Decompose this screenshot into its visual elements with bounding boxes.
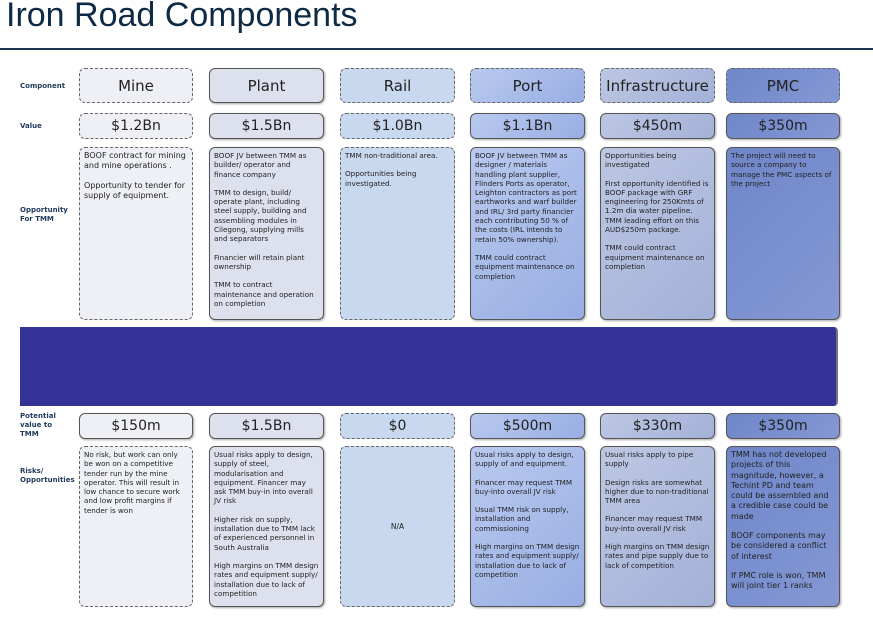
opportunity-text: TMM to contract maintenance and operation on completion (214, 280, 314, 308)
risk-text: Financer may request TMM buy-into overall JV risk (475, 477, 573, 496)
row-label-value: Value (20, 122, 42, 130)
risks-port (470, 446, 585, 607)
opportunity-mine (79, 147, 193, 320)
risk-text: Financer may request TMM buy-into overall JV risk (605, 514, 703, 533)
opportunity-text: TMM could contract equipment maintenance on completion (605, 243, 705, 271)
opportunity-plant (209, 147, 324, 320)
potential-rail: $0 (340, 413, 455, 439)
potential-infrastructure: $330m (600, 413, 715, 439)
opportunity-text: Financier will retain plant ownership (214, 252, 305, 271)
value-infrastructure: $450m (600, 113, 715, 139)
risk-text: Higher risk on supply, installation due to TMM lack of experienced personnel in South Australia (214, 514, 315, 552)
opportunity-text: The project will need to source a company to manage the PMC aspects of the project (731, 151, 832, 188)
potential-mine: $150m (79, 413, 193, 439)
risk-text: High margins on TMM design rates and equipment supply/ installation due to lack of competition (214, 560, 319, 598)
row-label-potential: Potential value to TMM (20, 412, 56, 438)
opportunity-text: TMM non-traditional area. (345, 151, 438, 160)
risks-pmc (726, 446, 840, 607)
risks-plant (209, 446, 324, 607)
opportunity-pmc (726, 147, 840, 320)
component-mine: Mine (79, 68, 193, 103)
opportunity-text: BOOF JV between TMM as designer / materials handling plant supplier, Flinders Ports as operator, Leighton contractors as port earthworks and warf builder and IRL/ 3rd party financier each contributing 50 % of the costs (IRL intends to retain 50% ownership). (475, 151, 577, 244)
risk-text: High margins on TMM design rates and pipe supply due to lack of competition (605, 542, 710, 570)
page-title: Iron Road Components (6, 0, 358, 34)
risks-mine (79, 446, 193, 607)
risk-text: If PMC role is won, TMM will joint tier 1 ranks (731, 570, 826, 591)
component-plant: Plant (209, 68, 324, 103)
opportunity-rail (340, 147, 455, 320)
opportunity-text: Opportunities being investigated (605, 151, 677, 170)
value-mine: $1.2Bn (79, 113, 193, 139)
risks-rail: N/A (340, 446, 455, 607)
potential-pmc: $350m (726, 413, 840, 439)
row-label-component: Component (20, 82, 66, 90)
value-port: $1.1Bn (470, 113, 585, 139)
component-port: Port (470, 68, 585, 103)
opportunity-text: First opportunity identified is BOOF package with GRF engineering for 250Kmts of 1.2m dia water pipeline. TMM leading effort on this AUD$250m package. (605, 178, 709, 235)
risk-text: Design risks are somewhat higher due to non-traditional TMM area (605, 477, 709, 506)
component-pmc: PMC (726, 68, 840, 103)
value-plant: $1.5Bn (209, 113, 324, 139)
risk-text: TMM has not developed projects of this magnitude, however, a Techint PD and team could be assembled and a credible case could be made (731, 450, 829, 521)
value-rail: $1.0Bn (340, 113, 455, 139)
redaction-band (20, 327, 838, 406)
risk-text: Usual risks apply to design, supply of steel, modularisation and equipment. Financer may ask TMM buy-in into overall JV risk (214, 450, 313, 506)
risks-infrastructure (600, 446, 715, 607)
opportunity-text: Opportunities being investigated. (345, 169, 417, 188)
potential-port: $500m (470, 413, 585, 439)
component-infrastructure: Infrastructure (600, 68, 715, 103)
risk-text: Usual risks apply to pipe supply (605, 450, 694, 469)
risk-text: BOOF components may be considered a conflict of interest (731, 531, 827, 561)
component-rail: Rail (340, 68, 455, 103)
row-label-risks: Risks/ Opportunities (20, 467, 75, 484)
opportunity-port (470, 147, 585, 320)
opportunity-infrastructure (600, 147, 715, 320)
opportunity-text: TMM could contract equipment maintenance on completion (475, 252, 575, 281)
risk-text: Usual TMM risk on supply, installation and commissioning (475, 505, 569, 533)
risk-text: Usual risks apply to design, supply of and equipment. (475, 450, 574, 469)
opportunity-text: BOOF contract for mining and mine operations . (84, 151, 186, 171)
value-pmc: $350m (726, 113, 840, 139)
opportunity-text: BOOF JV between TMM as builder/ operator and finance company (214, 151, 307, 179)
row-label-opportunity: Opportunity For TMM (20, 206, 68, 223)
title-divider (0, 48, 873, 50)
potential-plant: $1.5Bn (209, 413, 324, 439)
opportunity-text: TMM to design, build/ operate plant, including steel supply, building and assembling modules in Cilegong, supplying mills and separators (214, 187, 307, 244)
opportunity-text: Opportunity to tender for supply of equipment. (84, 180, 186, 200)
risk-text: No risk, but work can only be won on a competitive tender run by the mine operator. This will result in low chance to secure work and low profit margins if tender is won (84, 450, 180, 515)
risk-text: High margins on TMM design rates and equipment supply/ installation due to lack of competition (475, 542, 580, 579)
